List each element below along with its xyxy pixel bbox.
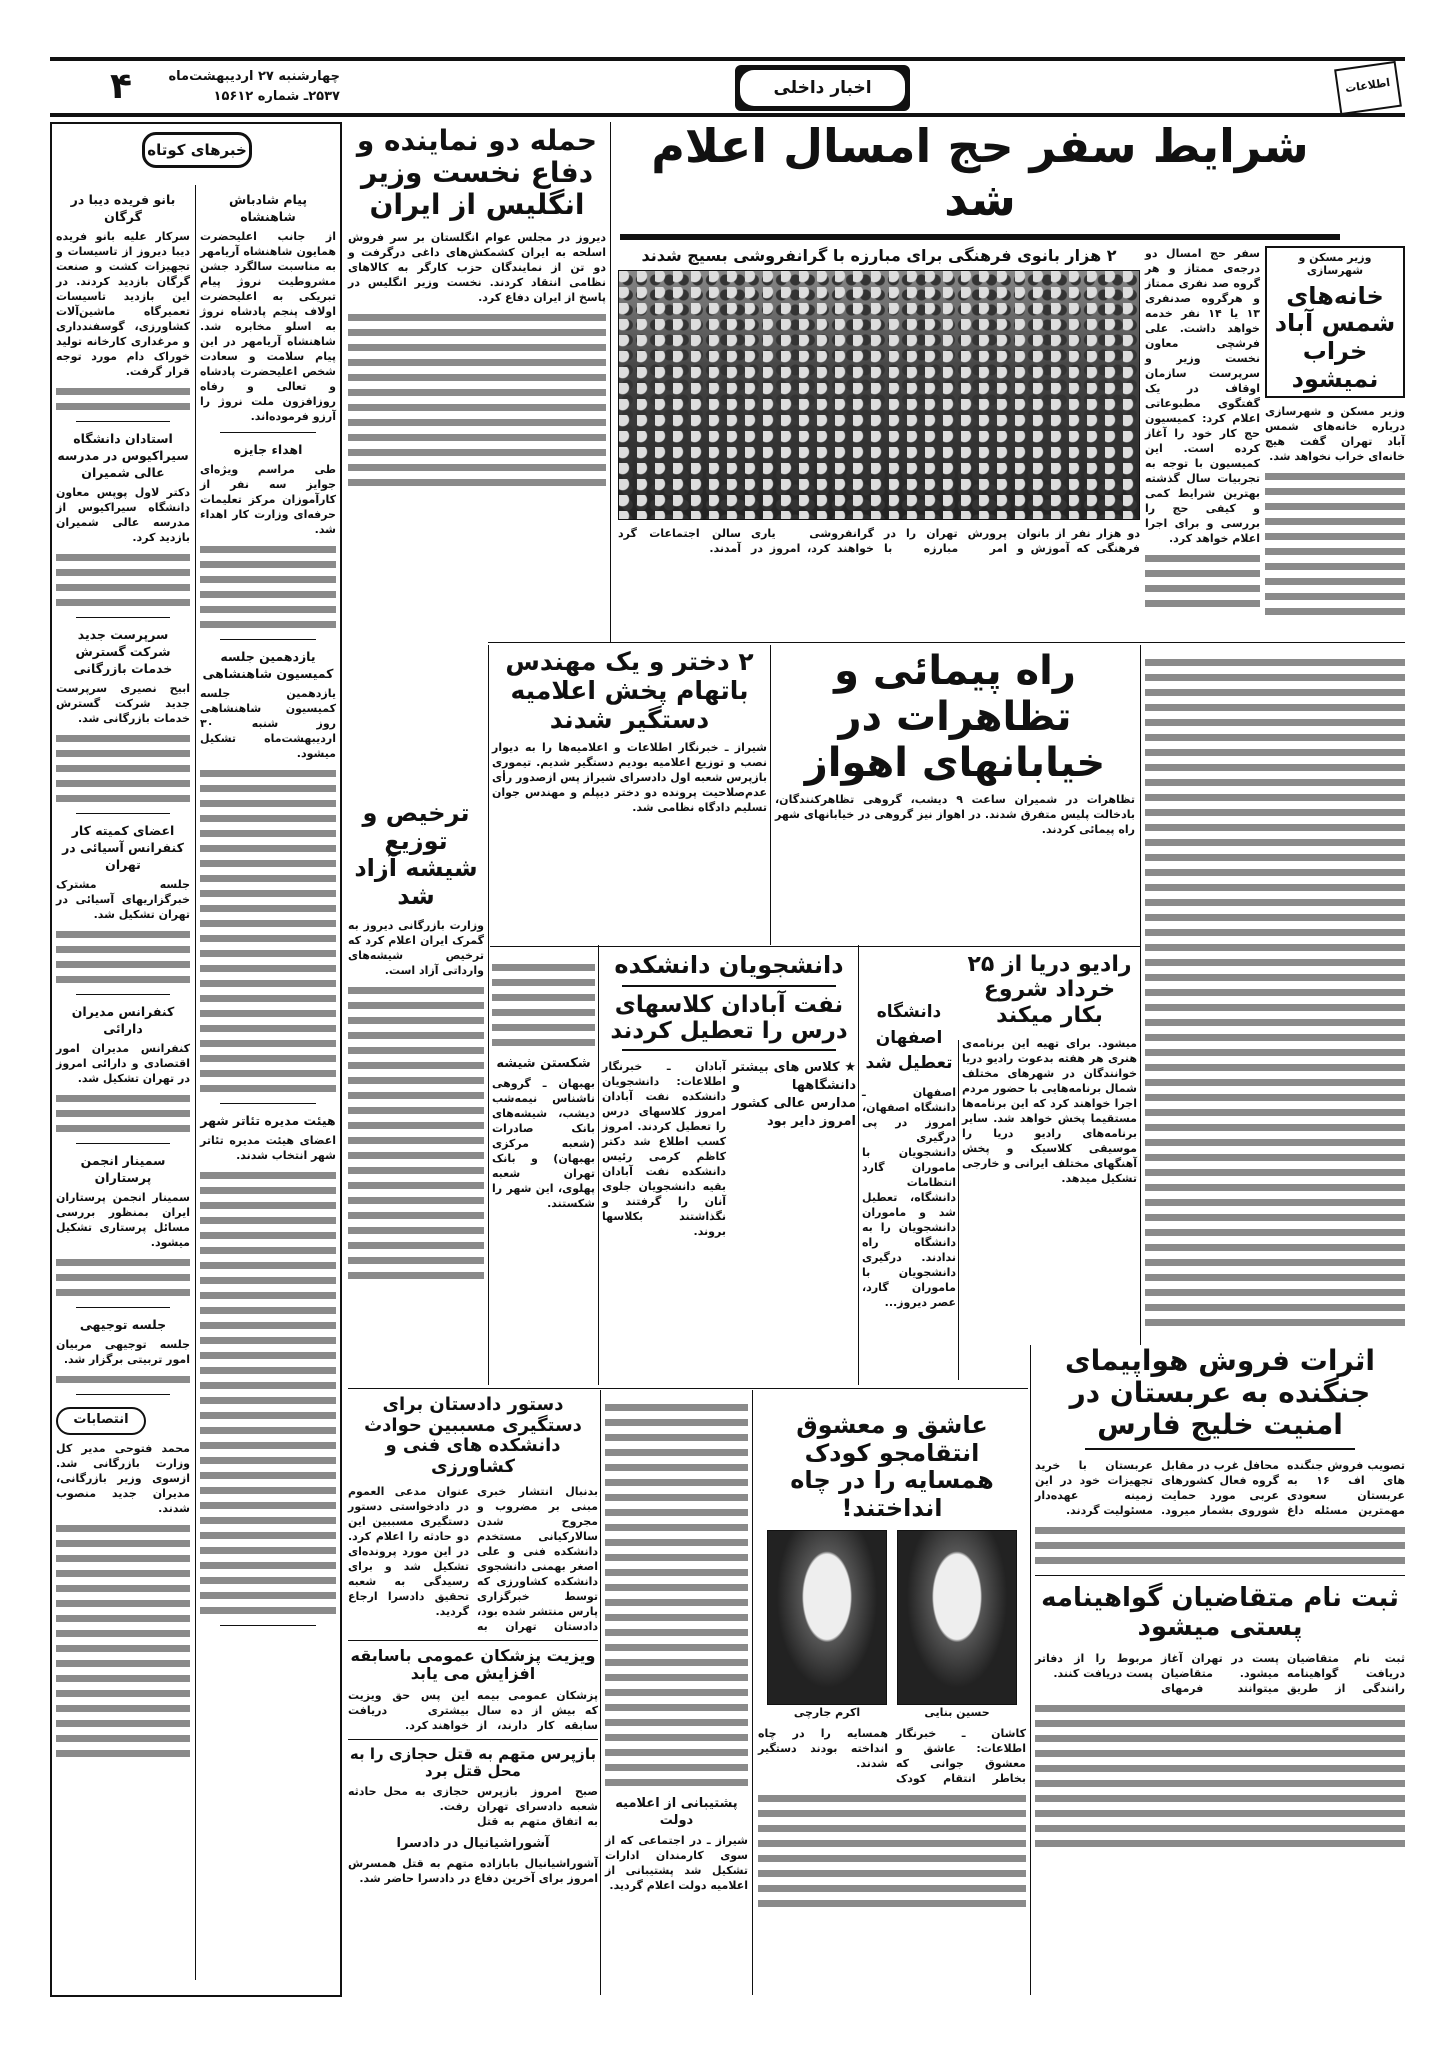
women-headline: ۲ هزار بانوی فرهنگی برای مبارزه با گرانفروشی بسیج شدند	[641, 245, 1117, 265]
ahvaz-body: ساعت ۹ دیشب، گروهی تظاهرکنندگان، بادخالت پلیس متفرق شدند. در اهواز نیز گروهی در خیابانهای شهر راه پیمائی کردند.	[775, 793, 1135, 836]
portrait-photo-1	[897, 1530, 1017, 1705]
text-lines-decoration	[200, 1167, 336, 1617]
short-news-body: طی مراسم ویژه‌ای جوایز سه نفر از کارآموزان مرکز تعلیمات حرفه‌ای وزارت کار اهداء شد.	[200, 463, 336, 536]
radio-headline: رادیو دریا از ۲۵ خرداد شروع بکار میکند	[967, 952, 1132, 1028]
short-news-body: ابیح نصیری سرپرست جدید شرکت گسترش خدمات بازرگانی شد.	[56, 682, 190, 725]
appointments-body: محمد فتوحی مدیر کل وزارت بازرگانی شد. ازسوی وزیر بازرگانی، مدیران جدید منصوب شدند.	[56, 1442, 190, 1515]
ashour-body: آشوراشیانیال بابازاده متهم به قتل همسرش امروز برای آخرین دفاع در دادسرا حاضر شد.	[348, 1857, 598, 1886]
uk-body: دیروز در مجلس عوام انگلستان بر سر فروش اسلحه به ایران کشمکش‌های داغی درگرفت و دو تن از نمایندگان حزب کارگر به کالاهای نظامی انتقاد کردند. نخست وزیر انگلیس در پاسخ از ایران دفاع کرد.	[348, 230, 606, 304]
column-divider	[195, 185, 196, 1980]
women-article	[618, 246, 1140, 556]
shiraz-continued	[492, 955, 595, 1211]
divider	[610, 122, 611, 642]
rule	[622, 985, 836, 987]
ahvaz-headline: راه پیمائی و تظاهرات در خیابانهای اهواز	[804, 648, 1106, 786]
short-news-column-b	[56, 185, 190, 1760]
page-number: ۴	[110, 66, 132, 107]
short-news-title: پیام شادباش شاهنشاه	[228, 192, 308, 224]
short-news-title: یازدهمین جلسه کمیسیون شاهنشاهی	[202, 649, 334, 681]
divider	[770, 645, 771, 945]
text-lines-decoration	[200, 765, 336, 1095]
short-news-title: اعضای کمیته کار کنفرانس آسیائی در تهران	[62, 823, 184, 872]
shiraz-headline: ۲ دختر و یک مهندس باتهام پخش اعلامیه دستگیر شدند	[505, 647, 754, 734]
shams-body: وزیر مسکن و شهرسازی درباره خانه‌های شمس آباد تهران گفت هیچ خانه‌ای خراب نخواهد شد.	[1265, 405, 1405, 464]
divider	[958, 1040, 959, 1380]
naft-headline: نفت آبادان کلاسهای درس را تعطیل کردند	[610, 991, 848, 1045]
rule	[76, 617, 170, 618]
rule	[220, 1625, 316, 1626]
rule	[76, 421, 170, 422]
short-news-body: کنفرانس مدیران امور اقتصادی و دارائی امروز در تهران تشکیل شد.	[56, 1042, 190, 1085]
hajj-body: سفر حج امسال دو درجه‌ی ممتاز و هر گروه صد نفری ممتاز و هرگروه صدنفری ۱۳ یا ۱۴ نفر خدمه خواهد داشت. علی فرشچی معاون نخست وزیر و سرپرست سازمان اوقاف در یک گفتگوی مطبوعاتی اعلام کرد: کمیسیون حج کار خود را آغاز کرده است. این کمیسیون با توجه به تجربیات سال گذشته بهترین شرایط کمی و کیفی حج را بررسی و برای اجرا اعلام خواهد کرد.	[1145, 246, 1261, 545]
short-news-title: سمینار انجمن پرستاران	[80, 1153, 166, 1185]
text-lines-decoration	[56, 1520, 190, 1760]
hajj-column	[1145, 246, 1260, 610]
hejazi-body: صبح امروز بازپرس شعبه دادسرای تهران به اتفاق متهم به قتل حجازی به محل حادثه رفت.	[348, 1785, 598, 1829]
isfahan-article	[862, 1000, 956, 1310]
text-lines-decoration	[758, 1790, 1026, 1910]
divider	[1140, 645, 1141, 1345]
ashour-headline: آشوراشیانیال در دادسرا	[396, 1836, 550, 1852]
prosecutor-headline: دستور دادستان برای دستگیری مسببین حوادث دانشکده های فنی و کشاورزی	[364, 1394, 582, 1478]
section-label	[735, 65, 910, 111]
text-lines-decoration	[56, 1371, 190, 1386]
text-lines-decoration	[56, 1090, 190, 1135]
short-news-column-b-items	[56, 191, 190, 1395]
postal-headline: ثبت نام متقاضیان گواهینامه پستی میشود	[1041, 1582, 1399, 1643]
short-news-title: سرپرست جدید شرکت گسترش خدمات بازرگانی	[73, 627, 173, 676]
prosecutor-body: بدنبال انتشار خبری مبنی بر مضروب و مجروح شدن سالارکیانی مستخدم دانشکده فنی و علی اصغر بهمنی دانشجوی دانشکده کشاورزی که توسط خبرگزاری پارس منتشر شده بود، دادستان تهران به عنوان مدعی العموم در دادخواستی دستور دستگیری مسببین این دو حادثه را اعلام کرد. در این مورد پرونده‌ای تشکیل شد و برای رسیدگی به شعبه تحقیق دادسرا ارجاع گردید.	[348, 1484, 598, 1633]
issue-date: چهارشنبه ۲۷ اردیبهشت‌ماه ۲۵۳۷ـ شماره ۱۵۶۱۲	[168, 69, 340, 104]
text-lines-decoration	[56, 730, 190, 805]
rule	[622, 1049, 836, 1051]
shams-article	[1265, 246, 1405, 618]
short-news-title: کنفرانس مدیران دارائی	[71, 1004, 175, 1036]
short-news-title: هیئت مدیره تئاتر شهر	[200, 1113, 336, 1128]
short-news-body: دکتر لاول پوپس معاون دانشگاه سیراکیوس از مدرسه عالی شمیران بازدید کرد.	[56, 486, 190, 544]
short-news-title: خبرهای کوتاه	[142, 132, 252, 168]
short-news-body: جلسه مشترک خبرگزاریهای آسیائی در تهران تشکیل شد.	[56, 878, 190, 921]
ahvaz-subhead: تظاهرات در شمیران	[1014, 793, 1135, 806]
rule	[348, 1388, 1028, 1389]
newspaper-logo: اطلاعات	[1334, 61, 1402, 115]
rule	[1035, 1575, 1405, 1576]
naft-star-note: ★ کلاس های بیشتر دانشگاهها و مدارس عالی کشور امروز دایر بود	[732, 1060, 856, 1130]
text-lines-decoration	[1265, 468, 1405, 618]
appointments-title: انتصابات	[56, 1407, 146, 1435]
short-news-title: جلسه توجیهی	[79, 1317, 167, 1332]
divider	[488, 645, 489, 1385]
portrait-2	[767, 1530, 887, 1720]
text-lines-decoration	[1035, 1700, 1405, 1850]
short-news-body: سمینار انجمن پرستاران ایران بمنظور بررسی مسائل پرستاری تشکیل میشود.	[56, 1191, 190, 1249]
rule	[348, 1640, 598, 1641]
naft-body: آبادان ـ خبرنگار اطلاعات: دانشجویان دانشکده نفت آبادان امروز کلاسهای درس را تعطیل کردند. امروز کسب اطلاع شد دکتر کاظم کرمی رئیس دانشکده نفت آبادان بقیه دانشجویان جلوی آنان را گرفتند و نگذاشتند بکلاسها بروند.	[602, 1060, 726, 1239]
postal-body: ثبت نام متقاضیان دریافت گواهینامه رانندگی از طریق پست در تهران آغاز میشود. متقاضیان میتوانند فرمهای مربوط را از دفاتر پست دریافت کنند.	[1035, 1652, 1405, 1696]
support-headline: پشتیبانی از اعلامیه دولت	[615, 1796, 738, 1828]
fighter-body: تصویب فروش جنگنده های اف ۱۶ به عربستان سعودی مهمترین مسئله داغ محافل غرب در مقابل گروه فعال کشورهای عربی مورد حمایت شوروی بشمار میرود. عربستان با خرید تجهیزات خود در این زمینه عهده‌دار مسئولیت گردند.	[1035, 1458, 1405, 1517]
shams-headline: خانه‌های شمس آباد خراب نمیشود	[1274, 281, 1396, 393]
divider	[752, 1390, 753, 1995]
rule	[76, 813, 170, 814]
short-news-title: بانو فریده دیبا در گرگان	[70, 192, 176, 224]
text-lines-decoration	[1145, 550, 1260, 610]
text-lines-decoration	[56, 549, 190, 609]
short-news-body: اعضای هیئت مدیره تئاتر شهر انتخاب شدند.	[200, 1134, 336, 1162]
isfahan-body: اصفهان ـ دانشگاه اصفهان، امروز در پی درگیری دانشجویان با ماموران گارد انتظامات دانشگاه، تعطیل شد و ماموران دانشجویان را به دانشگاه راه ندادند. درگیری دانشجویان با ماموران گارد، عصر دیروز...	[862, 1085, 956, 1309]
hajj-headline: شرایط سفر حج امسال اعلام شد	[651, 119, 1309, 226]
divider	[858, 945, 859, 1385]
short-news-title: اهداء جایزه	[233, 442, 303, 457]
doctors-headline: ویزیت پزشکان عمومی باسابقه افزایش می یابد	[350, 1645, 596, 1684]
portrait-1	[897, 1530, 1017, 1720]
glass-article	[348, 800, 484, 1282]
radio-body: میشود. برای تهیه این برنامه‌ی هنری هر هفته بدعوت رادیو دریا خوانندگان در شهرهای مختلف شمال برنامه‌هایی با حضور مردم اجرا خواهند کرد که این برنامه‌ها مستقیما پخش خواهد شد. سایر برنامه‌های رادیو دریا را موسیقی کلاسیک و پخش آهنگهای مختلف ایرانی و خارجی تشکیل میدهد.	[962, 1036, 1137, 1185]
shiraz-subhead: شکستن شیشه	[496, 1056, 591, 1071]
text-lines-decoration	[348, 982, 484, 1282]
shams-kicker: وزیر مسکن و شهرسازی	[1298, 250, 1372, 277]
rule	[76, 994, 170, 995]
prosecutor-column	[348, 1395, 598, 1886]
hejazi-headline: بازپرس متهم به قتل حجازی را به محل قتل برد	[349, 1744, 597, 1780]
short-news-body: یازدهمین جلسه کمیسیون شاهنشاهی روز شنبه ۳۰ اردیبهشت‌ماه تشکیل میشود.	[200, 687, 336, 760]
text-lines-decoration	[56, 1254, 190, 1299]
rule	[348, 1739, 598, 1740]
portrait-photo-2	[767, 1530, 887, 1705]
shams-box	[1265, 246, 1405, 398]
short-news-column-a	[200, 185, 336, 1634]
women-crowd-photo	[618, 270, 1140, 520]
short-news-body: از جانب اعلیحضرت همایون شاهنشاه آریامهر به مناسبت سالگرد جشن مشروطیت نروژ پیام تبریکی به اعلیحضرت اولاف پنجم پادشاه نروژ به اسلو مخابره شد. شاهنشاه آریامهر در این پیام سلامت و سعادت شخص اعلیحضرت پادشاه و تعالی و رفاه روزافزون ملت نروژ را آرزو فرموده‌اند.	[200, 230, 336, 423]
radio-article	[962, 952, 1137, 1186]
rule	[76, 1307, 170, 1308]
short-news-body: جلسه توجیهی مربیان امور تربیتی برگزار شد.	[56, 1338, 190, 1366]
rule	[76, 1143, 170, 1144]
hajj-continued-lines	[1145, 654, 1405, 1334]
right-column	[1145, 246, 1405, 618]
doctors-body: پزشکان عمومی بیمه که بیش از ده سال سابقه کار دارند، از این پس حق ویزیت بیشتری دریافت خواهند کرد.	[348, 1688, 598, 1732]
text-lines-decoration	[605, 1399, 748, 1789]
text-lines-decoration	[492, 959, 595, 1049]
divider	[598, 945, 599, 1385]
ahvaz-article	[775, 648, 1135, 837]
lovers-article	[758, 1412, 1026, 1910]
uk-headline: حمله دو نماینده و دفاع نخست وزیر انگلیس از ایران	[356, 124, 598, 222]
text-lines-decoration	[348, 309, 606, 489]
support-column	[605, 1395, 748, 1893]
short-news-body: سرکار علیه بانو فریده دیبا دیروز از تاسیسات و تجهیزات کشت و صنعت گرگان بازدید کردند. در این بازدید تاسیسات تعمیرگاه ماشین‌آلات کشاورزی، گوسفندداری و مرغداری کارخانه تولید خوراک دام مورد توجه قرار گرفت.	[56, 230, 190, 378]
section-label-text: اخبار داخلی	[740, 70, 905, 106]
hajj-section	[618, 120, 1405, 618]
divider	[1030, 1345, 1031, 1995]
rule	[1085, 1448, 1355, 1450]
short-news-title: استادان دانشگاه سیراکیوس در مدرسه عالی شمیران	[57, 431, 189, 480]
text-lines-decoration	[200, 541, 336, 631]
rule	[76, 1394, 170, 1395]
shiraz-sub-body: بهبهان ـ گروهی ناشناس نیمه‌شب دیشب، شیشه‌های بانک صادرات (شعبه مرکزی بهبهان) و بانک تهران شعبه پهلوی، این شهر را شکستند.	[492, 1077, 595, 1210]
women-body: دو هزار نفر از بانوان فرهنگی که آموزش و پرورش تهران را در امر مبارزه با گرانفروشی یاری خواهند کرد، امروز در سالن اجتماعات گرد آمدند.	[618, 526, 1140, 555]
text-lines-decoration	[56, 383, 190, 413]
rule	[620, 234, 1340, 240]
photo-caption-2: اکرم جارچی	[793, 1706, 861, 1720]
naft-kicker: دانشجویان دانشکده	[614, 951, 844, 979]
glass-body: وزارت بازرگانی دیروز به گمرک ایران اعلام کرد که ترخیص شیشه‌های وارداتی آزاد است.	[348, 919, 484, 978]
text-lines-decoration	[56, 926, 190, 986]
photo-caption-1: حسین بنایی	[924, 1706, 990, 1720]
glass-headline: ترخیص و توزیع شیشه آزاد شد	[354, 799, 478, 910]
rule	[220, 1103, 316, 1104]
shiraz-article	[492, 648, 767, 815]
lovers-body: کاشان ـ خبرنگار اطلاعات: عاشق و معشوق جوانی که بخاطر انتقام کودک همسایه را در چاه انداخته بودند دستگیر شدند.	[758, 1727, 1026, 1786]
fighter-headline: اثرات فروش هواپیمای جنگنده به عربستان در امنیت خلیج فارس	[1064, 1344, 1375, 1442]
divider	[600, 1390, 601, 1995]
rule	[220, 432, 316, 433]
isfahan-headline: دانشگاه اصفهان تعطیل شد	[865, 1002, 953, 1073]
rule	[220, 639, 316, 640]
rule	[488, 642, 1405, 643]
page-header	[50, 57, 1405, 117]
rule	[490, 946, 1140, 947]
text-lines-decoration	[1035, 1522, 1405, 1567]
naft-article	[602, 952, 856, 1239]
uk-article	[348, 125, 606, 489]
shiraz-body: شیراز ـ خبرنگار اطلاعات و اعلامیه‌ها را به دیوار نصب و توزیع اعلامیه بودیم دستگیر شدیم. تیموری بازپرس شعبه اول دادسرای شیراز پس ازصدور رأی عدم‌صلاحیت پرونده دو دختر دیپلم و مهندس جوان تسلیم دادگاه نظامی شد.	[492, 741, 767, 815]
support-body: شیراز ـ در اجتماعی که از سوی کارمندان ادارات تشکیل شد پشتیبانی از اعلامیه دولت اعلام گردید.	[605, 1834, 748, 1892]
fighter-article	[1035, 1345, 1405, 1850]
lovers-headline: عاشق و معشوق انتقامجو کودک همسایه را در چاه انداختند!	[790, 1411, 994, 1522]
